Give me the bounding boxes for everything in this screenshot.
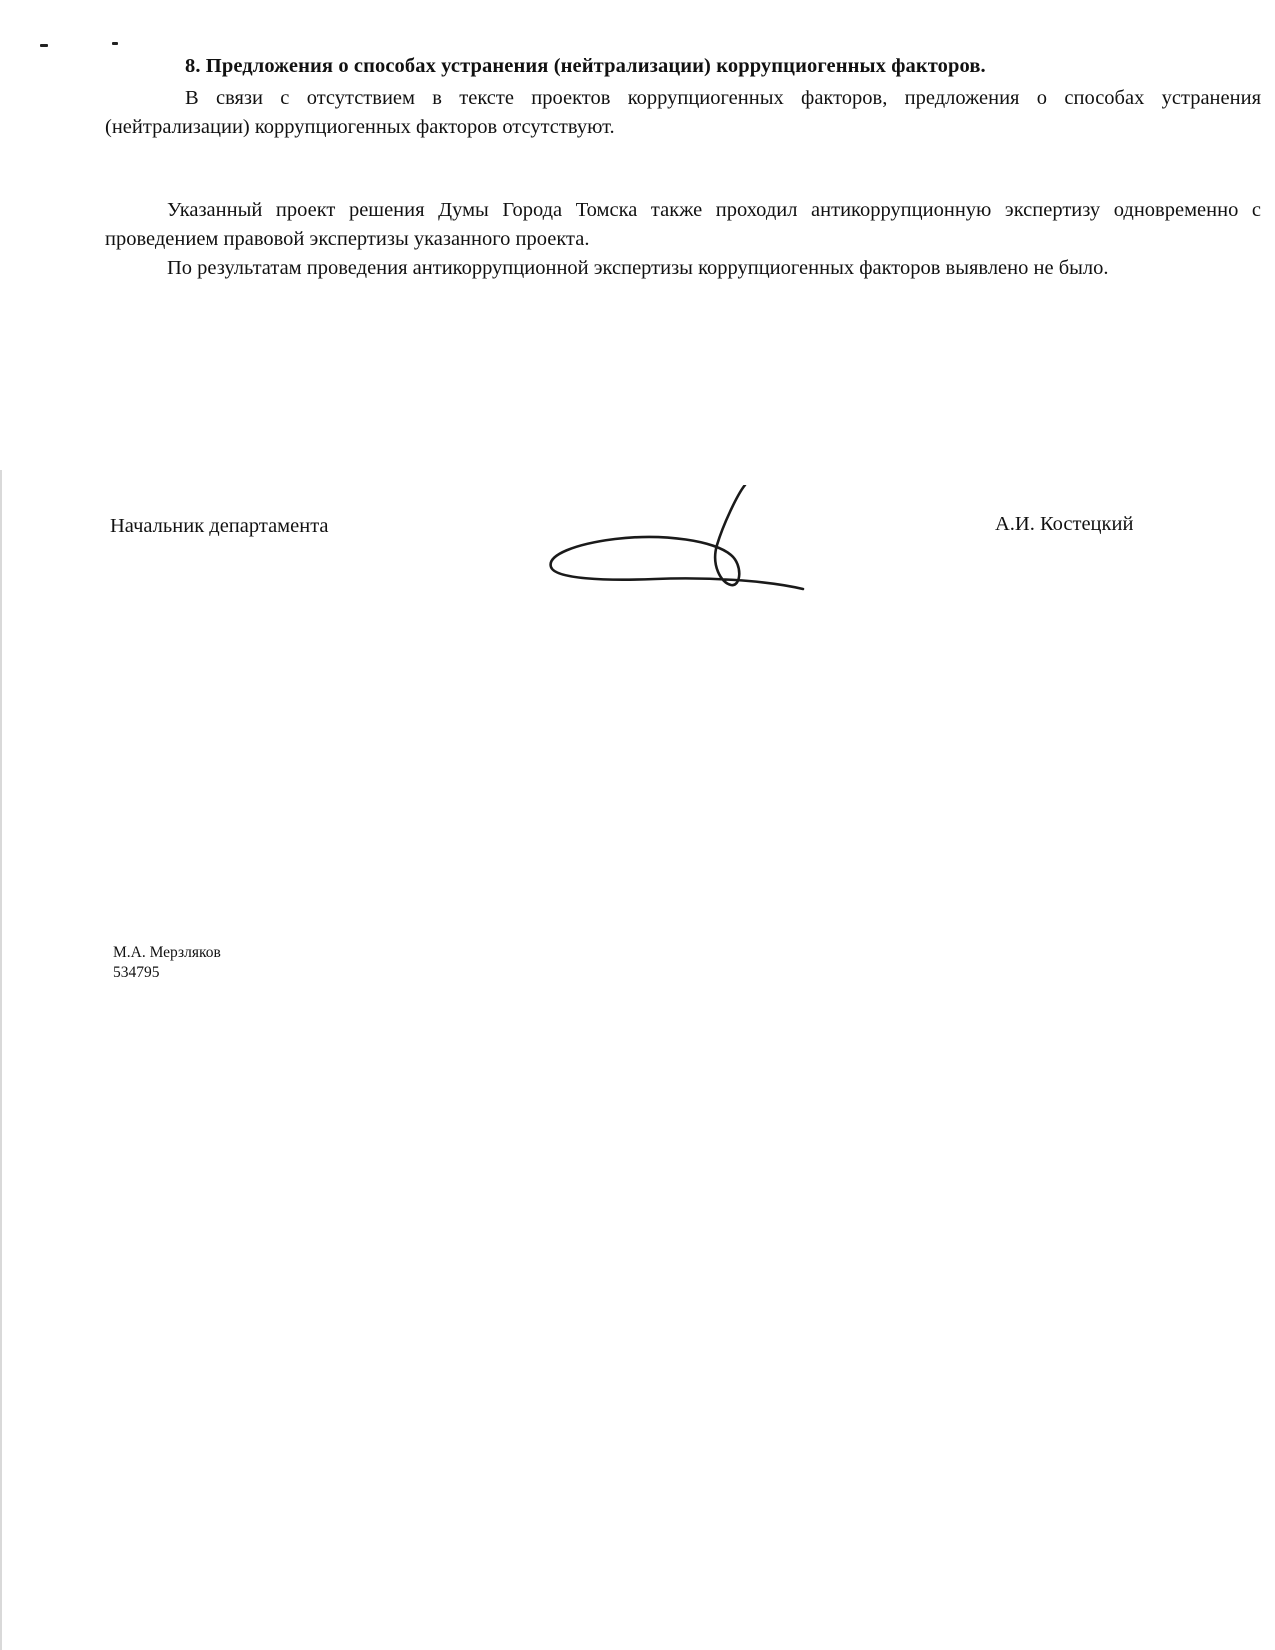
executor-name: М.А. Мерзляков	[113, 944, 221, 961]
signer-position-title: Начальник департамента	[110, 515, 329, 537]
handwritten-signature	[545, 485, 845, 610]
signer-name: А.И. Костецкий	[995, 513, 1134, 535]
executor-phone: 534795	[113, 964, 160, 981]
scan-speck	[112, 42, 118, 45]
executor-block	[113, 943, 221, 983]
scan-speck	[40, 44, 48, 47]
section-heading: 8. Предложения о способах устранения (нейтрализации) коррупциогенных факторов.	[185, 55, 986, 77]
body-paragraph-2: По результатам проведения антикоррупционной экспертизы коррупциогенных факторов выявлено не было.	[167, 257, 1109, 279]
section-paragraph: В связи с отсутствием в тексте проектов коррупциогенных факторов, предложения о способах устранения (нейтрализации) коррупциогенных факторов отсутствуют.	[105, 87, 1261, 138]
scan-edge-shadow	[0, 470, 2, 1650]
body-paragraph-1: Указанный проект решения Думы Города Томска также проходил антикоррупционную экспертизу одновременно с проведением правовой экспертизы указанного проекта.	[105, 199, 1261, 250]
